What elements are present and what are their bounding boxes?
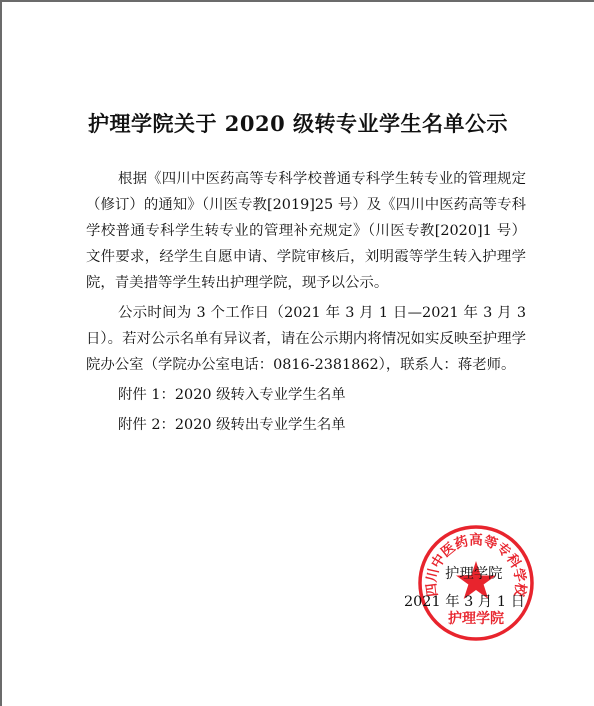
seal-center-text: 护理学院 xyxy=(448,611,504,627)
signature-date: 2021 年 3 月 1 日 xyxy=(404,594,525,610)
attachment-2: 附件 2：2020 级转出专业学生名单 xyxy=(118,417,346,433)
document-title: 护理学院关于 2020 级转专业学生名单公示 xyxy=(87,111,509,136)
seal-ring-text: 四川中医药高等专科学校 xyxy=(423,532,529,598)
signature-org: 护理学院 xyxy=(445,566,503,582)
paragraph-period: 公示时间为 3 个工作日（2021 年 3 月 1 日—2021 年 3 月 3 日）。若对公示名单有异议者，请在公示期内将情况如实反映至护理学院办公室（学院办公室电话：0816-2381862），联系人：蒋老师。 xyxy=(86,305,526,373)
official-seal xyxy=(416,523,536,643)
paragraph-basis: 根据《四川中医药高等专科学校普通专科学生转专业的管理规定（修订）的通知》（川医专教[2019]25 号）及《四川中医药高等专科学校普通专科学生转专业的管理补充规定》（川医专教[2020]1 号）文件要求，经学生自愿申请、学院审核后，刘明霞等学生转入护理学院，青美措等学生转出护理学院，现予以公示。 xyxy=(86,171,526,291)
document-body xyxy=(86,166,526,438)
attachment-1: 附件 1：2020 级转入专业学生名单 xyxy=(118,387,346,403)
